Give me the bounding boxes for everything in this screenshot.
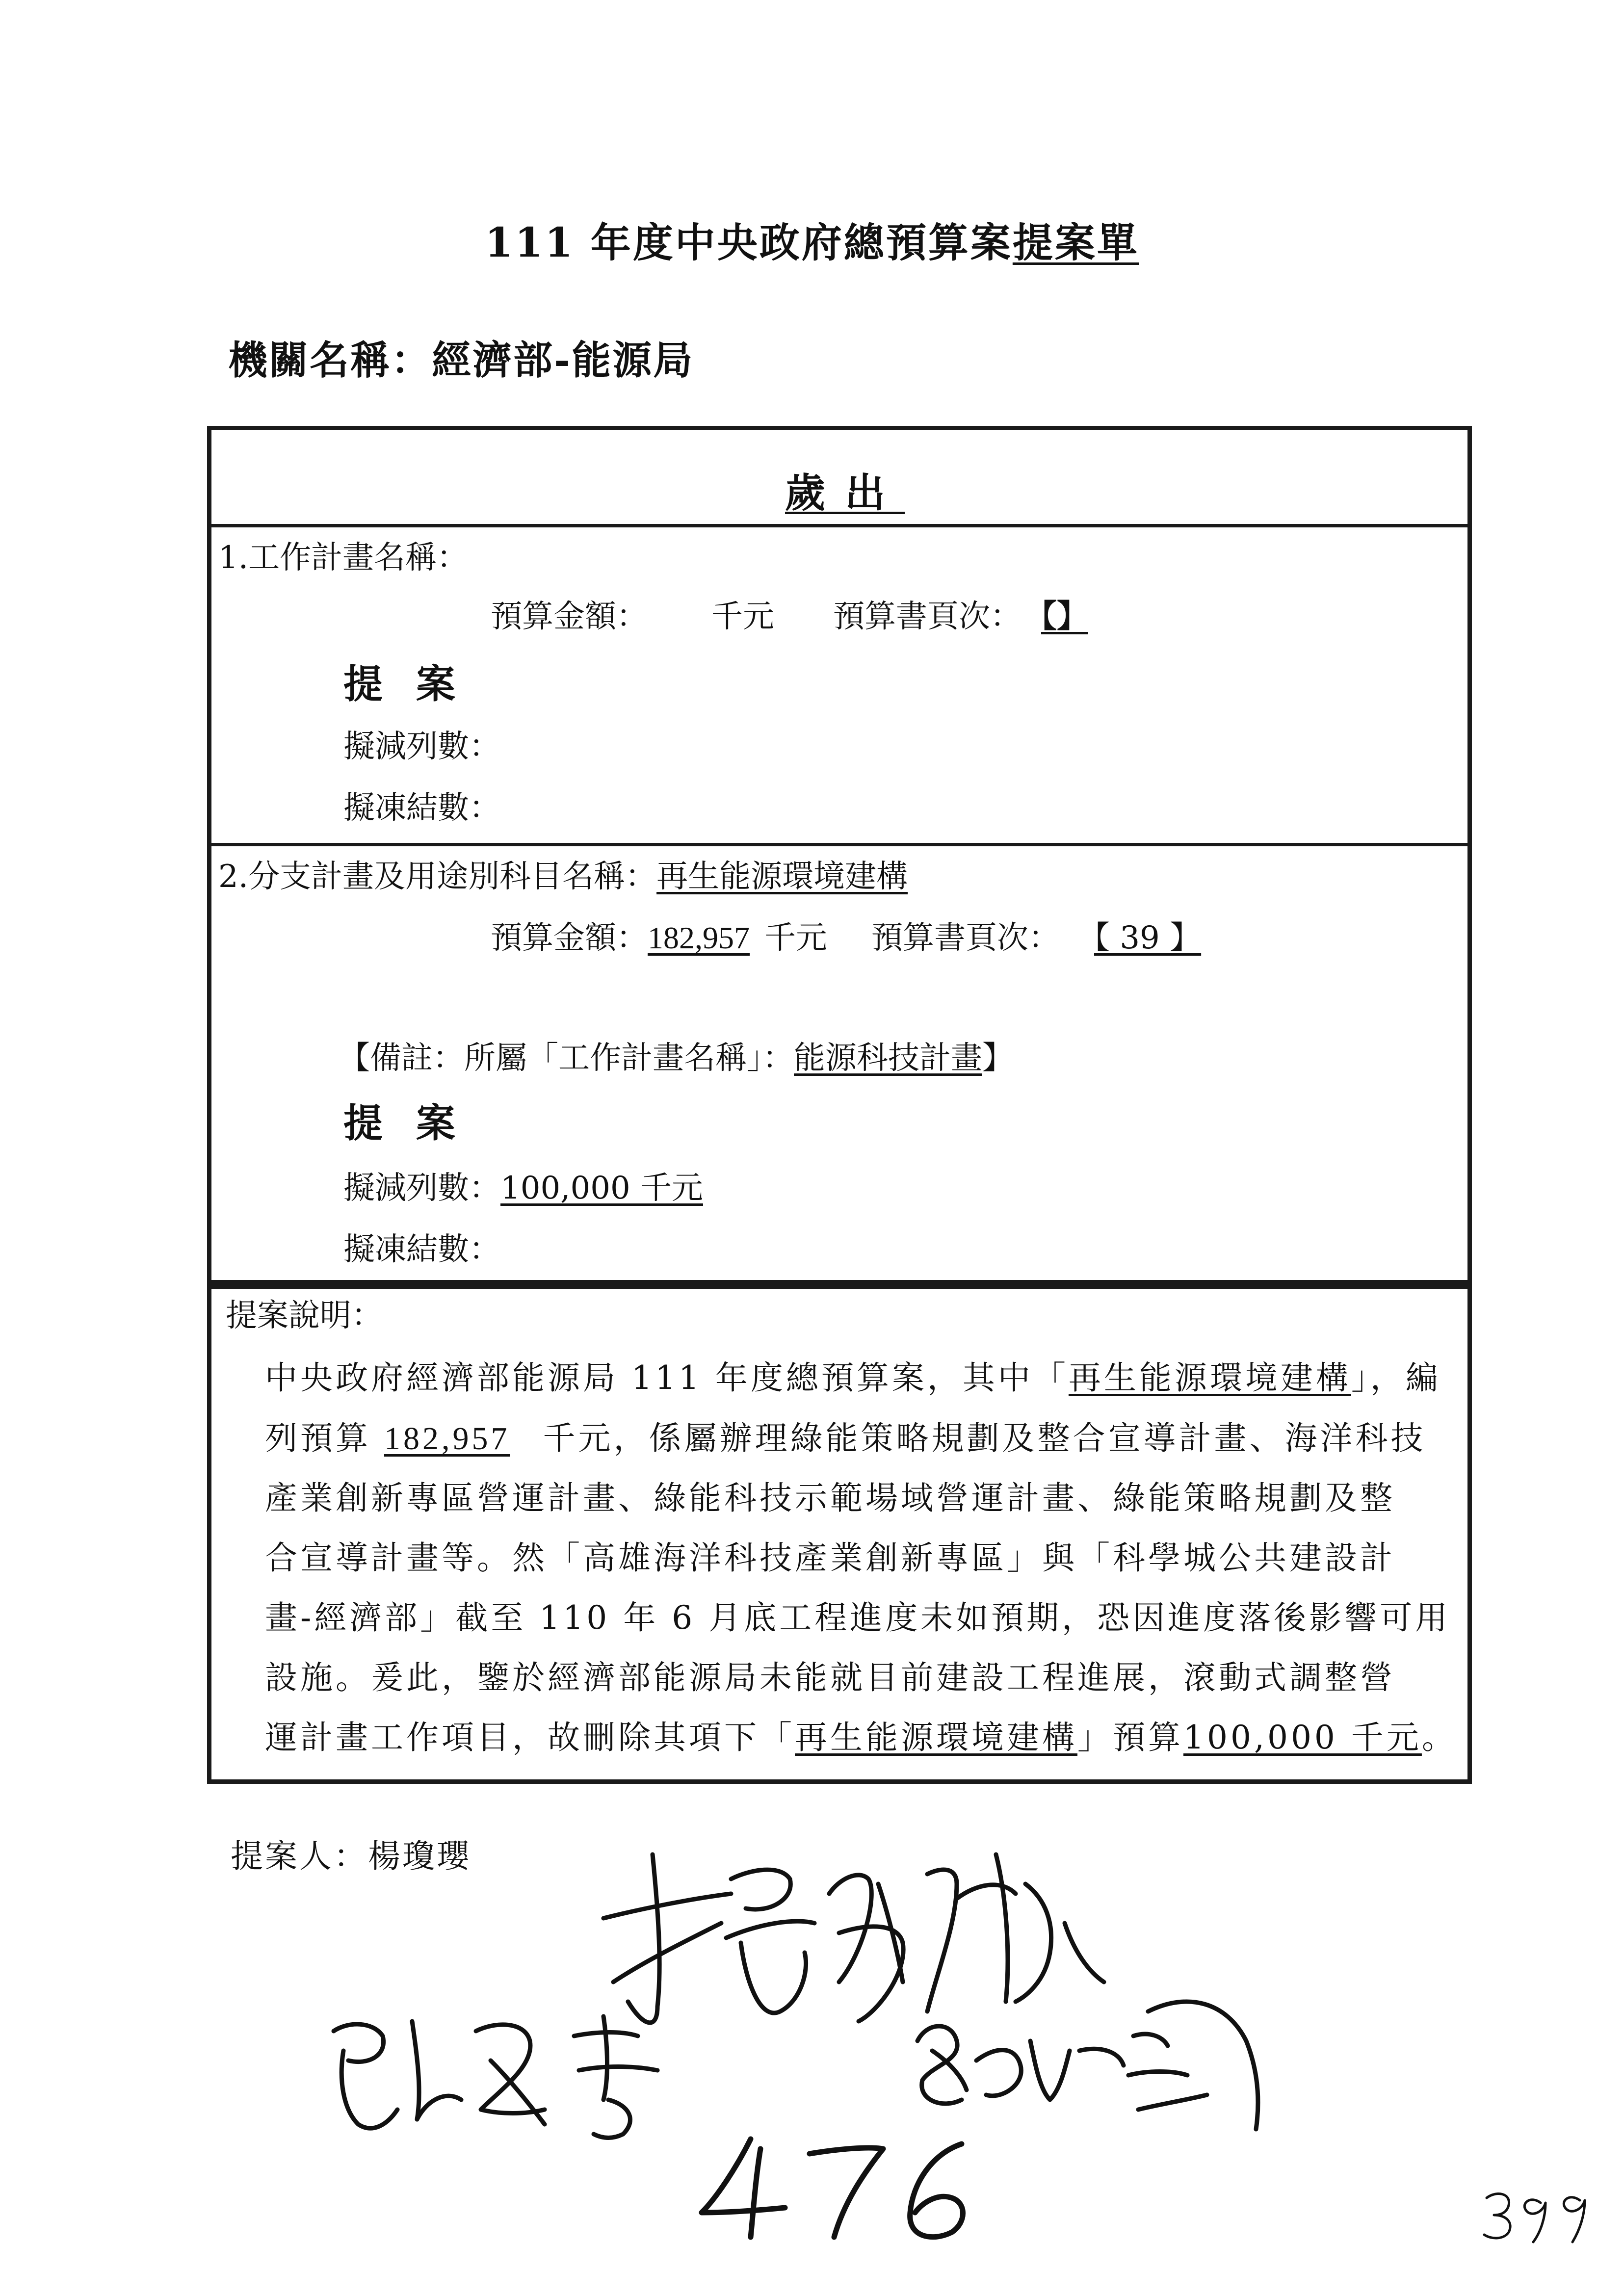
title-underlined: 提案單 [1012,219,1139,266]
divider-items [209,843,1470,846]
expl-l7-subject: 再生能源環境建構 [795,1719,1077,1756]
explanation-line-6: 設施。爰此，鑒於經濟部能源局未能就目前建設工程進展，滾動式調整營 [265,1659,1395,1696]
item2-reduce-value: 100,000 千元 [500,1170,703,1206]
item2-heading: 2.分支計畫及用途別科目名稱： [218,859,657,895]
item1-freeze-label: 擬凍結數： [343,790,500,826]
explanation-line-2 [265,1412,1426,1459]
item2-budget-unit: 千元 [764,920,827,956]
item1-heading: 1.工作計畫名稱： [218,540,469,576]
item2-budget-label: 預算金額： [491,920,648,956]
section-header: 歲出 [785,470,905,517]
item2-note [339,1033,1014,1078]
expl-l1-b: 」，編 [1351,1359,1441,1397]
expl-l7-b: 」預算 [1077,1719,1183,1756]
item2-note-project: 能源科技計畫 [794,1040,982,1076]
item2-budget-row [491,913,1240,958]
item1-page-label: 預算書頁次： [833,599,1022,635]
divider-header [209,524,1470,527]
expl-l2-amount: 182,957 [384,1421,510,1457]
page-title [0,211,1624,268]
explanation-line-7 [265,1711,1457,1758]
item2-proposal-label: 提 案 [343,1100,465,1146]
item2-note-suffix: 】 [982,1040,1014,1076]
item1-budget-label: 預算金額： [491,599,648,635]
item2-reduce-row [343,1163,703,1208]
explanation-line-5: 畫-經濟部」截至 110 年 6 月底工程進度未如預期，恐因進度落後影響可用 [265,1599,1451,1637]
item1-budget-row [491,591,1118,636]
explanation-heading: 提案說明： [226,1298,383,1334]
item2-heading-row [218,851,908,896]
expl-l7-amount: 100,000 千元 [1183,1719,1422,1756]
item2-note-prefix: 【備註：所屬「工作計畫名稱」： [339,1040,794,1076]
expl-l2-a: 列預算 [265,1419,384,1457]
item2-freeze-label: 擬凍結數： [343,1231,500,1268]
page-number-handwritten [1477,2178,1604,2247]
explanation-line-1 [265,1352,1441,1398]
item2-page-label: 預算書頁次： [871,920,1060,956]
item2-subject: 再生能源環境建構 [656,859,908,895]
explanation-line-3: 產業創新專區營運計畫、綠能科技示範場域營運計畫、綠能策略規劃及整 [265,1479,1395,1517]
expl-l7-a: 運計畫工作項目，故刪除其項下「 [265,1719,795,1756]
signature-cosigner-1 [314,1992,687,2149]
signature-cosigner-2 [903,1982,1276,2139]
item1-proposal-label: 提 案 [343,661,465,707]
item1-reduce-label: 擬減列數： [343,729,500,765]
item2-page-value: 【 39 】 [1094,920,1202,956]
item1-budget-unit: 千元 [711,599,774,635]
item2-budget-amount: 182,957 [648,920,750,955]
expl-l2-b: 千元，係屬辦理綠能策略規劃及整合宣導計畫、海洋科技 [529,1419,1426,1457]
proposer: 提案人：楊瓊瓔 [231,1837,471,1875]
expl-l1-a: 中央政府經濟部能源局 111 年度總預算案，其中「 [265,1359,1069,1397]
item2-reduce-label: 擬減列數： [343,1170,500,1206]
item1-page-value: 【】 [1041,598,1088,635]
expl-l7-c: 。 [1421,1719,1457,1756]
expl-l1-subject: 再生能源環境建構 [1068,1359,1351,1397]
explanation-line-4: 合宣導計畫等。然「高雄海洋科技產業創新專區」與「科學城公共建設計 [265,1539,1395,1577]
title-main: 111 年度中央政府總預算案 [485,219,1013,266]
agency-name: 機關名稱：經濟部-能源局 [228,337,694,383]
handwritten-number [687,2119,991,2247]
